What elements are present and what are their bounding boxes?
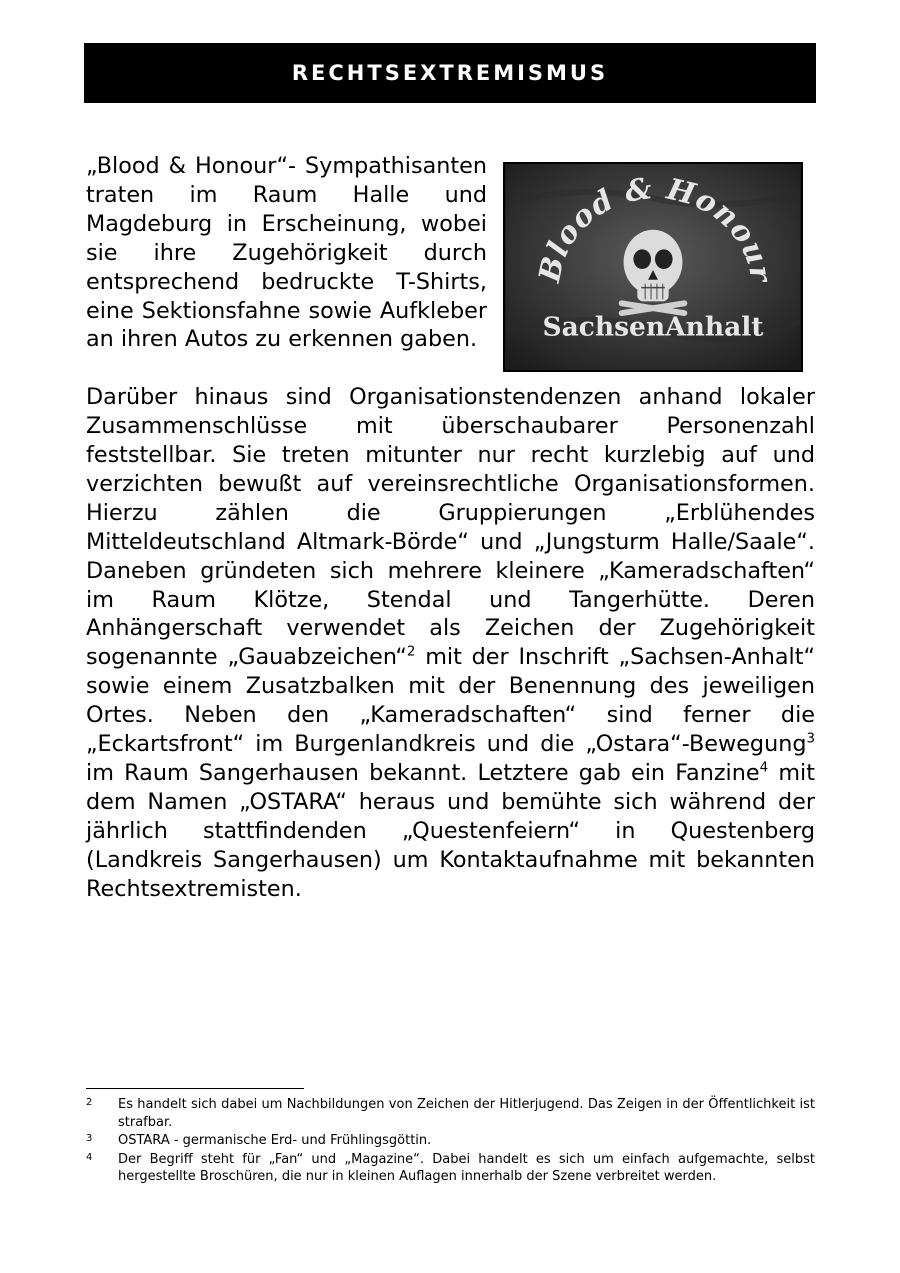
footnote-text: Es handelt sich dabei um Nachbildungen von Zeichen der Hitlerjugend. Das Zeigen in der Öffentlichkeit ist strafbar.	[118, 1097, 815, 1130]
footnote-4	[86, 1151, 815, 1186]
header-title: RECHTSEXTREMISMUS	[291, 61, 609, 85]
page-header	[84, 43, 816, 103]
footnotes	[86, 1096, 815, 1187]
footnote-3	[86, 1132, 815, 1150]
footnote-ref-4: 4	[759, 760, 769, 776]
footnote-ref-3: 3	[806, 731, 815, 747]
body-text	[86, 152, 815, 904]
footnote-text: Der Begriff steht für „Fan“ und „Magazine“. Dabei handelt es sich um einfach aufgemachte, selbst hergestellte Broschüren, die nur in kleinen Auflagen innerhalb der Szene verbreitet werden.	[118, 1151, 815, 1184]
footnote-divider	[86, 1088, 304, 1089]
flag-photo	[503, 162, 803, 372]
footnote-ref-2: 2	[406, 644, 416, 660]
banner-bottom-text: SachsenAnhalt	[542, 311, 764, 343]
footnote-2	[86, 1096, 815, 1131]
footnote-number: 3	[86, 1133, 93, 1144]
paragraph-1: „Blood & Honour“- Sympathisanten traten im Raum Halle und Magdeburg in Erscheinung, wobei sie ihre Zugehörigkeit durch entsprechend bedruckte T-Shirts, eine Sektionsfahne sowie Aufkleber an ihren Autos zu erkennen gaben.	[86, 153, 487, 353]
paragraph-2: Darüber hinaus sind Organisationstendenzen anhand lokaler Zusammenschlüsse mit überschaubarer Personenzahl feststellbar. Sie treten mitunter nur recht kurzlebig auf und verzichten bewußt auf vereinsrechtliche Organisationsformen. Hierzu zählen die Gruppierungen „Erblühendes Mitteldeutschland Altmark-Börde“ und „Jungsturm Halle/Saale“. Daneben gründeten sich mehrere kleinere „Kameradschaften“ im Raum Klötze, Stendal und Tangerhütte. Deren Anhängerschaft verwendet als Zeichen der Zugehörigkeit sogenannte „Gauabzeichen“$^2$ mit der Inschrift „Sachsen-Anhalt“ sowie einem Zusatzbalken mit der Benennung des jeweiligen Ortes. Neben den „Kameradschaften“ sind ferner die „Eckartsfront“ im Burgenlandkreis und die „Ostara“-Bewegung$^3$ im Raum Sangerhausen bekannt. Letztere gab ein Fanzine$^4$ mit dem Namen „OSTARA“ heraus und bemühte sich während der jährlich stattfindenden „Questenfeiern“ in Questenberg (Landkreis Sangerhausen) um Kontaktaufnahme mit bekannten Rechtsextremisten.	[86, 384, 815, 902]
footnote-number: 4	[86, 1151, 93, 1163]
footnote-number: 2	[86, 1097, 93, 1108]
footnote-text: OSTARA - germanische Erd- und Frühlingsgöttin.	[118, 1133, 432, 1148]
flag-image	[505, 164, 801, 370]
banner-top-text: Blood & Honour	[531, 170, 780, 286]
